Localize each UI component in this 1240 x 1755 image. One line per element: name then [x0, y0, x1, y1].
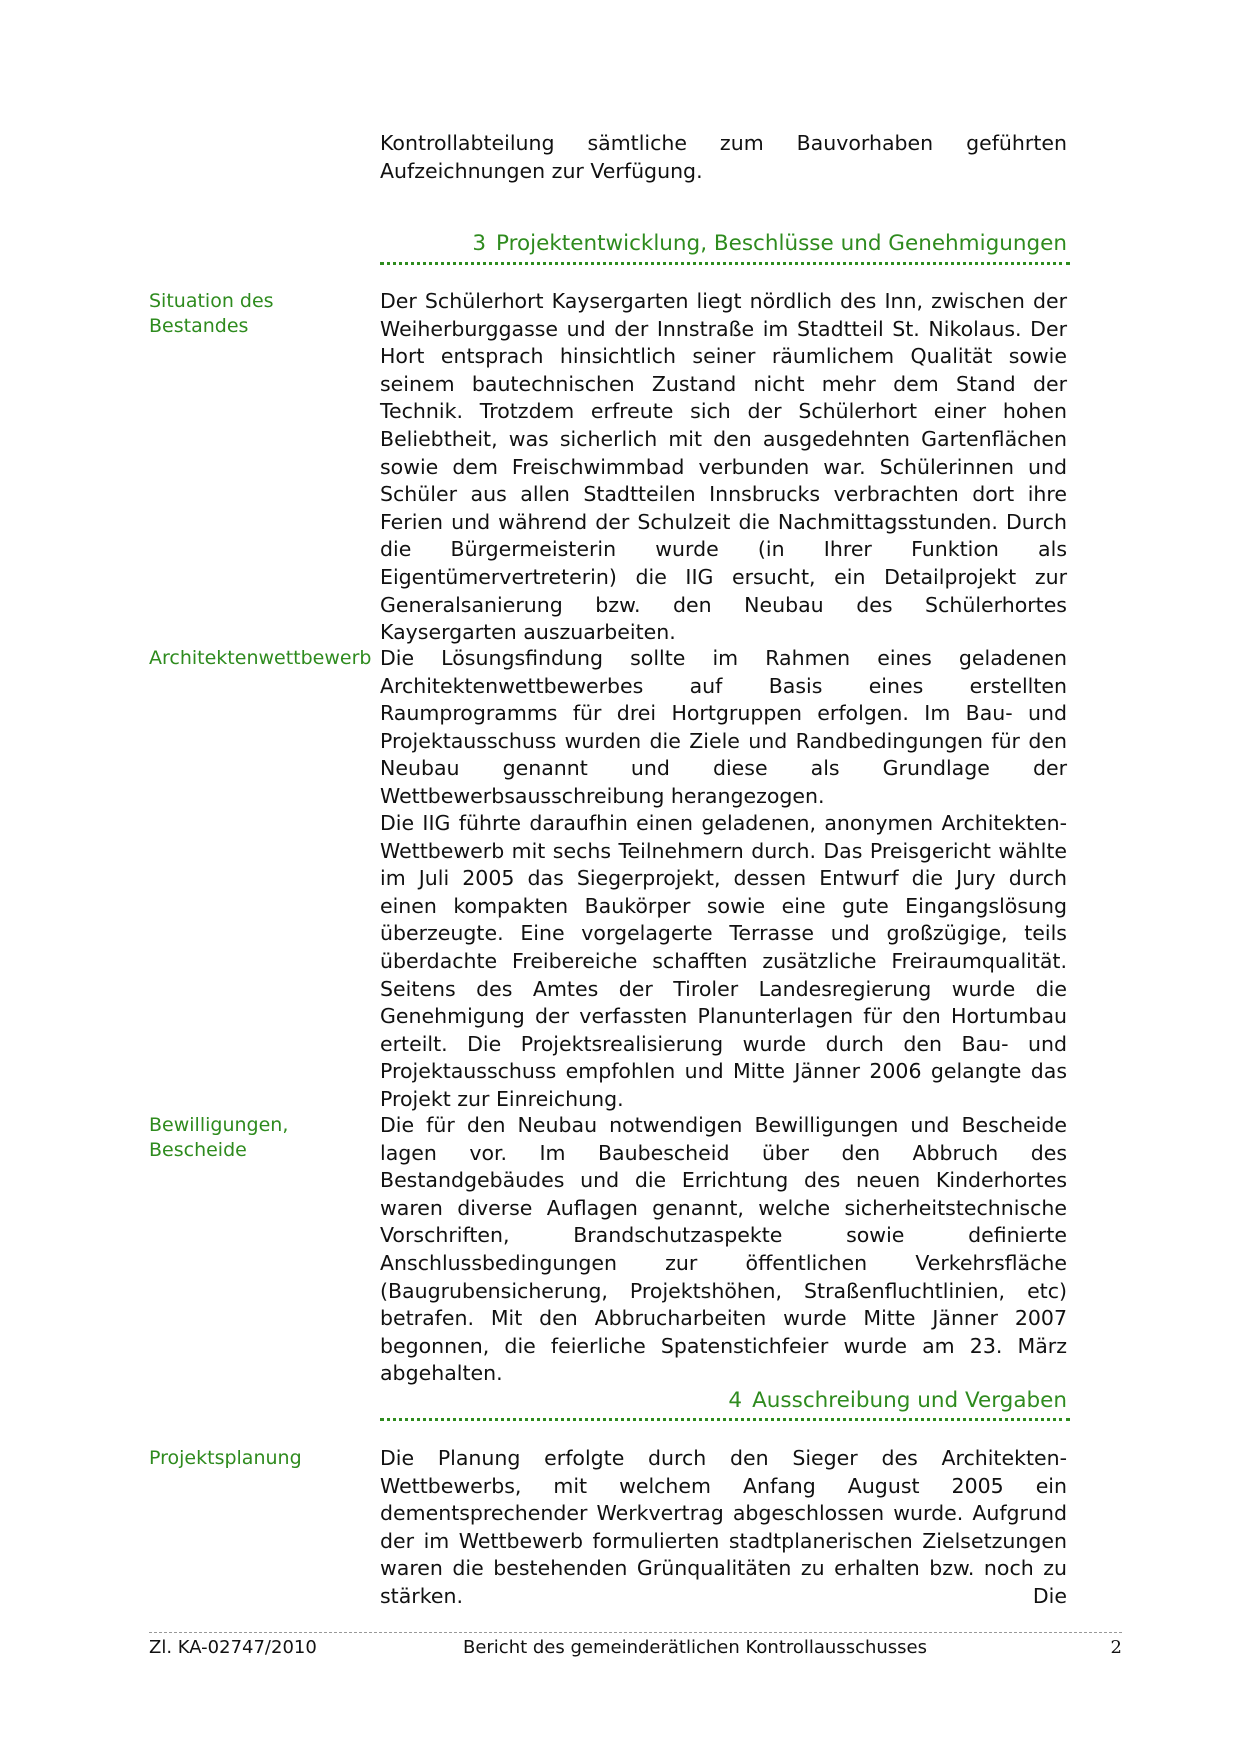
section-divider — [380, 262, 1070, 265]
section-title: Ausschreibung und Vergaben — [752, 1388, 1067, 1413]
paragraph-wettbewerb-1: Die Lösungsfindung sollte im Rahmen eines geladenen Architektenwettbewerbes auf Basis eines erstellten Raumprogramms für drei Hortgruppen erfolgen. Im Bau- und Projektausschuss wurden die Ziele und Randbedingungen für den Neubau genannt und diese als Grundlage der Wettbewerbsausschreibung herangezogen. — [380, 646, 1067, 808]
section-number: 4 — [728, 1388, 743, 1413]
section-3-heading — [380, 230, 1067, 258]
margin-label-architektenwettbewerb: Architektenwettbewerb — [149, 647, 372, 669]
paragraph-wettbewerb-2: Die IIG führte daraufhin einen geladenen, anonymen Architekten-Wettbewerb mit sechs Teilnehmern durch. Das Preisgericht wählte im Juli 2005 das Siegerprojekt, dessen Entwurf die Jury durch einen kompakten Baukörper sowie eine gute Eingangslösung überzeugte. Eine vorgelagerte Terrasse und großzügige, teils überdachte Freibereiche schafften zusätzliche Freiraumqualität. Seitens des Amtes der Tiroler Landesregierung wurde die Genehmigung der verfassten Planunterlagen für den Hortumbau erteilt. Die Projektsrealisierung wurde durch den Bau- und Projektausschuss empfohlen und Mitte Jänner 2006 gelangte das Projekt zur Einreichung. — [380, 811, 1067, 1111]
margin-label-bewilligungen: Bewilligungen, Bescheide — [149, 1114, 289, 1161]
intro-paragraph: Kontrollabteilung sämtliche zum Bauvorhaben geführten Aufzeichnungen zur Verfügung. — [380, 131, 1067, 183]
margin-label-projektsplanung: Projektsplanung — [149, 1447, 302, 1469]
section-number: 3 — [472, 231, 487, 256]
footer-divider — [149, 1632, 1122, 1633]
footer-reference: Zl. KA-02747/2010 — [149, 1637, 317, 1658]
section-4-heading — [380, 1387, 1067, 1415]
page-number: 2 — [1110, 1637, 1122, 1658]
paragraph-situation: Der Schülerhort Kaysergarten liegt nördlich des Inn, zwischen der Weiherburggasse und der Innstraße im Stadtteil St. Nikolaus. Der Hort entsprach hinsichtlich seiner räumlichem Qualität sowie seinem bautechnischen Zustand nicht mehr dem Stand der Technik. Trotzdem erfreute sich der Schülerhort einer hohen Beliebtheit, was sicherlich mit den ausgedehnten Gartenflächen sowie dem Freischwimmbad verbunden war. Schülerinnen und Schüler aus allen Stadtteilen Innsbrucks verbrachten dort ihre Ferien und während der Schulzeit die Nachmittagsstunden. Durch die Bürgermeisterin wurde (in Ihrer Funktion als Eigentümervertreterin) die IIG ersucht, ein Detailprojekt zur Generalsanierung bzw. den Neubau des Schülerhortes Kaysergarten auszuarbeiten. — [380, 289, 1067, 645]
paragraph-projektsplanung: Die Planung erfolgte durch den Sieger des Architekten-Wettbewerbs, mit welchem Anfang August 2005 ein dementsprechender Werkvertrag abgeschlossen wurde. Aufgrund der im Wettbewerb formulierten stadtplanerischen Zielsetzungen waren die bestehenden Grünqualitäten zu erhalten bzw. noch zu stärken. Die — [380, 1446, 1067, 1608]
section-title: Projektentwicklung, Beschlüsse und Genehmigungen — [496, 231, 1067, 256]
footer-title: Bericht des gemeinderätlichen Kontrollausschusses — [462, 1637, 928, 1658]
margin-label-situation: Situation des Bestandes — [149, 290, 274, 337]
section-divider — [380, 1418, 1070, 1421]
paragraph-bewilligungen: Die für den Neubau notwendigen Bewilligungen und Bescheide lagen vor. Im Baubescheid über den Abbruch des Bestandgebäudes und die Errichtung des neuen Kinderhortes waren diverse Auflagen genannt, welche sicherheitstechnische Vorschriften, Brandschutzaspekte sowie definierte Anschlussbedingungen zur öffentlichen Verkehrsfläche (Baugrubensicherung, Projektshöhen, Straßenfluchtlinien, etc) betrafen. Mit den Abbrucharbeiten wurde Mitte Jänner 2007 begonnen, die feierliche Spatenstichfeier wurde am 23. März abgehalten. — [380, 1113, 1067, 1386]
